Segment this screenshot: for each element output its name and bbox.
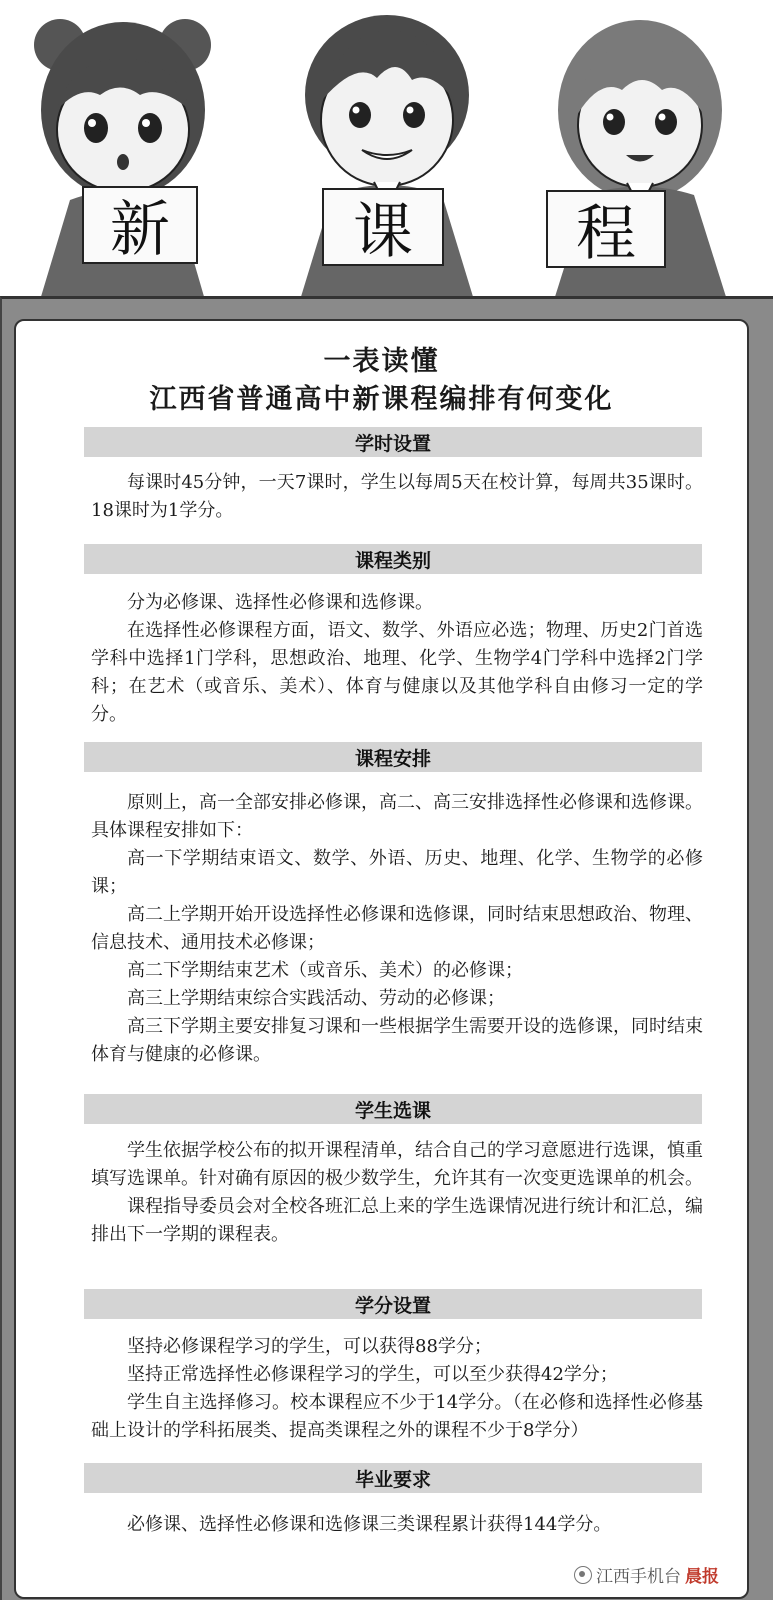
section-body xyxy=(91,1511,703,1539)
illustration-header xyxy=(0,0,775,300)
section-heading: 学分设置 xyxy=(84,1289,702,1319)
section-body xyxy=(91,789,703,1069)
paragraph: 高一下学期结束语文、数学、外语、历史、地理、化学、生物学的必修课； xyxy=(91,848,703,897)
paragraph: 课程指导委员会对全校各班汇总上来的学生选课情况进行统计和汇总，编排出下一学期的课程表。 xyxy=(91,1196,703,1245)
sign-character: 新 xyxy=(110,195,170,265)
sign-card xyxy=(322,188,444,266)
section-heading: 课程安排 xyxy=(84,742,702,772)
section-heading: 课程类别 xyxy=(84,544,702,574)
paragraph: 每课时45分钟，一天7课时，学生以每周5天在校计算，每周共35课时。18课时为1学分。 xyxy=(91,472,703,521)
paragraph: 必修课、选择性必修课和选修课三类课程累计获得144学分。 xyxy=(127,1514,612,1535)
paragraph: 高三下学期主要安排复习课和一些根据学生需要开设的选修课，同时结束体育与健康的必修课。 xyxy=(91,1016,703,1065)
wechat-icon xyxy=(574,1566,592,1584)
section-heading: 学生选课 xyxy=(84,1094,702,1124)
section-body xyxy=(91,1137,703,1249)
watermark-text: 江西手机台 xyxy=(596,1567,681,1587)
paragraph: 坚持正常选择性必修课程学习的学生，可以至少获得42学分； xyxy=(127,1364,618,1385)
title-line-1: 一表读懂 xyxy=(323,346,440,377)
sign-character: 程 xyxy=(576,199,636,269)
gray-frame xyxy=(0,296,773,1600)
section-body xyxy=(91,1333,703,1445)
title-line-2: 江西省普通高中新课程编排有何变化 xyxy=(149,384,614,415)
paragraph: 分为必修课、选择性必修课和选修课。 xyxy=(127,592,433,613)
paragraph: 高三上学期结束综合实践活动、劳动的必修课； xyxy=(127,988,505,1009)
paragraph: 坚持必修课程学习的学生，可以获得88学分； xyxy=(127,1336,492,1357)
section-body xyxy=(91,589,703,729)
section-heading: 学时设置 xyxy=(84,427,702,457)
paragraph: 学生自主选择修习。校本课程应不少于14学分。（在必修和选择性必修基础上设计的学科拓展类、提高类课程之外的课程不少于8学分） xyxy=(91,1392,703,1441)
paragraph: 高二上学期开始开设选择性必修课和选修课，同时结束思想政治、物理、信息技术、通用技术必修课； xyxy=(91,904,703,953)
section-heading: 毕业要求 xyxy=(84,1463,702,1493)
paragraph: 在选择性必修课程方面，语文、数学、外语应必选；物理、历史2门首选学科中选择1门学科，思想政治、地理、化学、生物学4门学科中选择2门学科；在艺术（或音乐、美术）、体育与健康以及其他学科自由修习一定的学分。 xyxy=(91,620,703,725)
section-body xyxy=(91,469,703,525)
paragraph: 高二下学期结束艺术（或音乐、美术）的必修课； xyxy=(127,960,523,981)
sign-character: 课 xyxy=(353,197,413,267)
watermark xyxy=(574,1562,719,1587)
paragraph: 原则上，高一全部安排必修课，高二、高三安排选择性必修课和选修课。具体课程安排如下： xyxy=(91,792,703,841)
paragraph: 学生依据学校公布的拟开课程清单，结合自己的学习意愿进行选课，慎重填写选课单。针对确有原因的极少数学生，允许其有一次变更选课单的机会。 xyxy=(91,1140,703,1189)
watermark-stamp: 晨报 xyxy=(685,1567,719,1587)
sign-card xyxy=(546,190,666,268)
content-panel xyxy=(14,319,749,1599)
sign-card xyxy=(82,186,198,264)
